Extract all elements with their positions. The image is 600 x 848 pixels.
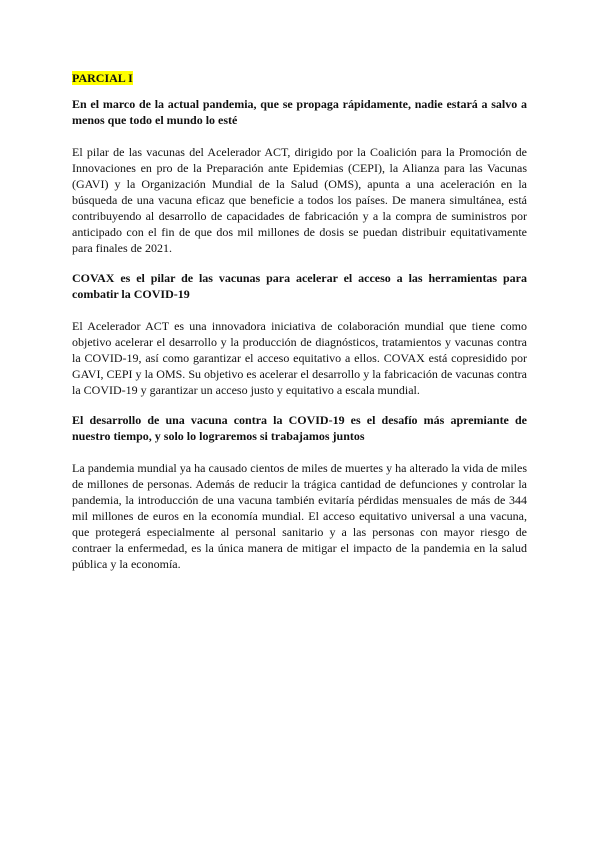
section-paragraph-1: El pilar de las vacunas del Acelerador ACT, dirigido por la Coalición para la Promoción de Innovaciones en pro de la Preparación ante Epidemias (CEPI), la Alianza para las Vacunas (GAVI) y la Organización Mundial de la Salud (OMS), apunta a una aceleración en la búsqueda de una vacuna eficaz que beneficie a todos los países. De manera simultánea, está contribuyendo al desarrollo de capacidades de fabricación y a la compra de suministros por anticipado con el fin de que dos mil millones de dosis se puedan distribuir equitativamente para finales de 2021. <box>72 145 527 255</box>
section-paragraph-2: El Acelerador ACT es una innovadora iniciativa de colaboración mundial que tiene como objetivo acelerar el desarrollo y la producción de diagnósticos, tratamientos y vacunas contra la COVID-19, así como garantizar el acceso equitativo a ellos. COVAX está copresidido por GAVI, CEPI y la OMS. Su objetivo es acelerar el desarrollo y la fabricación de vacunas contra la COVID-19 y garantizar un acceso justo y equitativo a escala mundial. <box>72 319 527 397</box>
section-paragraph-3: La pandemia mundial ya ha causado cientos de miles de muertes y ha alterado la vida de miles de millones de personas. Además de reducir la trágica cantidad de defunciones y controlar la pandemia, la introducción de una vacuna también evitaría pérdidas mensuales de más de 344 mil millones de euros en la economía mundial. El acceso equitativo universal a una vacuna, que protegerá especialmente al personal sanitario y a las personas con mayor riesgo de contraer la enfermedad, es la única manera de mitigar el impacto de la pandemia en la salud pública y la economía. <box>72 461 527 571</box>
section-heading-3: El desarrollo de una vacuna contra la COVID-19 es el desafío más apremiante de nuestro tiempo, y solo lo lograremos si trabajamos juntos <box>72 413 527 443</box>
section-heading-2: COVAX es el pilar de las vacunas para acelerar el acceso a las herramientas para combatir la COVID-19 <box>72 271 527 301</box>
section-heading-1: En el marco de la actual pandemia, que se propaga rápidamente, nadie estará a salvo a menos que todo el mundo lo esté <box>72 97 527 127</box>
document-content <box>72 70 527 586</box>
part-label <box>72 70 527 86</box>
part-label-text: PARCIAL I <box>72 71 133 85</box>
